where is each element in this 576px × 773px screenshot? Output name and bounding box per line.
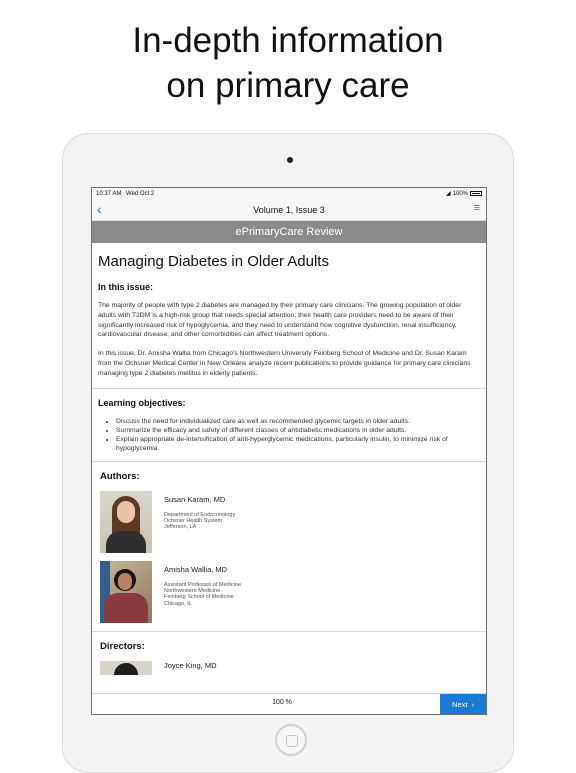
author-photo <box>100 561 152 623</box>
divider <box>92 388 486 389</box>
author-affiliation: Assistant Professor of Medicine <box>164 581 242 588</box>
director-card[interactable] <box>100 661 480 675</box>
wifi-icon: ◢ <box>446 191 451 197</box>
authors-heading: Authors: <box>100 470 140 482</box>
headline-line-1: In-depth information <box>132 21 444 60</box>
directors-heading: Directors: <box>100 640 145 652</box>
zoom-level[interactable]: 100 % <box>272 699 292 706</box>
author-name: Amisha Wallia, MD <box>164 564 228 574</box>
issue-title: Volume 1, Issue 3 <box>253 204 325 215</box>
objective-item: • Discuss the need for individualized care as well as recommended glycemic targets in older adults. <box>116 417 480 426</box>
home-button[interactable] <box>275 724 307 756</box>
author-affiliation: Northwestern Medicine <box>164 587 221 594</box>
objectives-heading: Learning objectives: <box>98 397 186 408</box>
issue-paragraph: In this issue, Dr. Amisha Wallia from Chicago's Northwestern University Feinberg School of Medicine and Dr. Susan Karam from the Ochsner Medical Center in New Orleans analyze recent publications to provide guidance for primary care clinicians managing type 2 diabetes mellitus in elderly patients. <box>98 350 471 377</box>
bottom-toolbar <box>92 693 486 714</box>
headline-line-2: on primary care <box>166 66 410 105</box>
next-button[interactable] <box>440 694 486 714</box>
article-content <box>92 253 486 675</box>
hamburger-menu-icon[interactable]: ≡ <box>473 202 480 214</box>
author-affiliation: Ochsner Health System <box>164 517 223 524</box>
battery-percent: 100% <box>452 190 468 197</box>
nav-bar <box>92 199 486 221</box>
author-affiliation: Feinberg School of Medicine <box>164 594 234 601</box>
status-time: 10:37 AM <box>96 190 122 197</box>
divider <box>92 631 486 632</box>
banner-title: ePrimaryCare Review <box>235 226 343 238</box>
author-location: Chicago, IL <box>164 600 192 607</box>
objective-item: • Summarize the efficacy and safety of different classes of antidiabetic medications in older adults. <box>116 426 480 435</box>
chevron-left-icon[interactable]: ‹ <box>97 201 102 217</box>
objective-item: • Explain appropriate de-intensification of anti-hyperglycemic medications, particularly insulin, to minimize risk of hypoglycemia. <box>116 435 480 453</box>
in-this-issue-heading: In this issue: <box>98 282 154 292</box>
author-photo <box>100 491 152 553</box>
author-affiliation: Department of Endocrinology <box>164 511 236 518</box>
intro-paragraph: The majority of people with type 2 diabetes are managed by their primary care clinicians. The growing population of older adults with T2DM is a high-risk group that needs special attention; their health care providers need to be aware of their significantly increased risk of hypoglycemia, and they need to understand how cognitive dysfunction, renal insufficiency, cardiovascular disease, and other comorbidities can affect treatment options. <box>98 302 462 339</box>
author-card[interactable] <box>100 491 480 553</box>
status-bar <box>92 188 486 199</box>
author-location: Jefferson, LA <box>164 524 197 531</box>
objectives-list <box>98 417 480 453</box>
author-card[interactable] <box>100 561 480 623</box>
ipad-frame <box>62 133 514 773</box>
divider <box>92 461 486 462</box>
status-date: Wed Oct 2 <box>126 190 155 197</box>
next-label: Next <box>452 699 468 709</box>
article-title: Managing Diabetes in Older Adults <box>98 253 329 270</box>
app-screen <box>91 187 487 715</box>
battery-icon <box>470 191 482 196</box>
chevron-right-icon: › <box>471 699 474 709</box>
marketing-headline <box>0 18 576 108</box>
director-name: Joyce King, MD <box>164 660 217 670</box>
author-name: Susan Karam, MD <box>164 494 226 504</box>
camera-icon <box>287 157 293 163</box>
director-photo <box>100 661 152 675</box>
publication-banner <box>92 221 486 243</box>
